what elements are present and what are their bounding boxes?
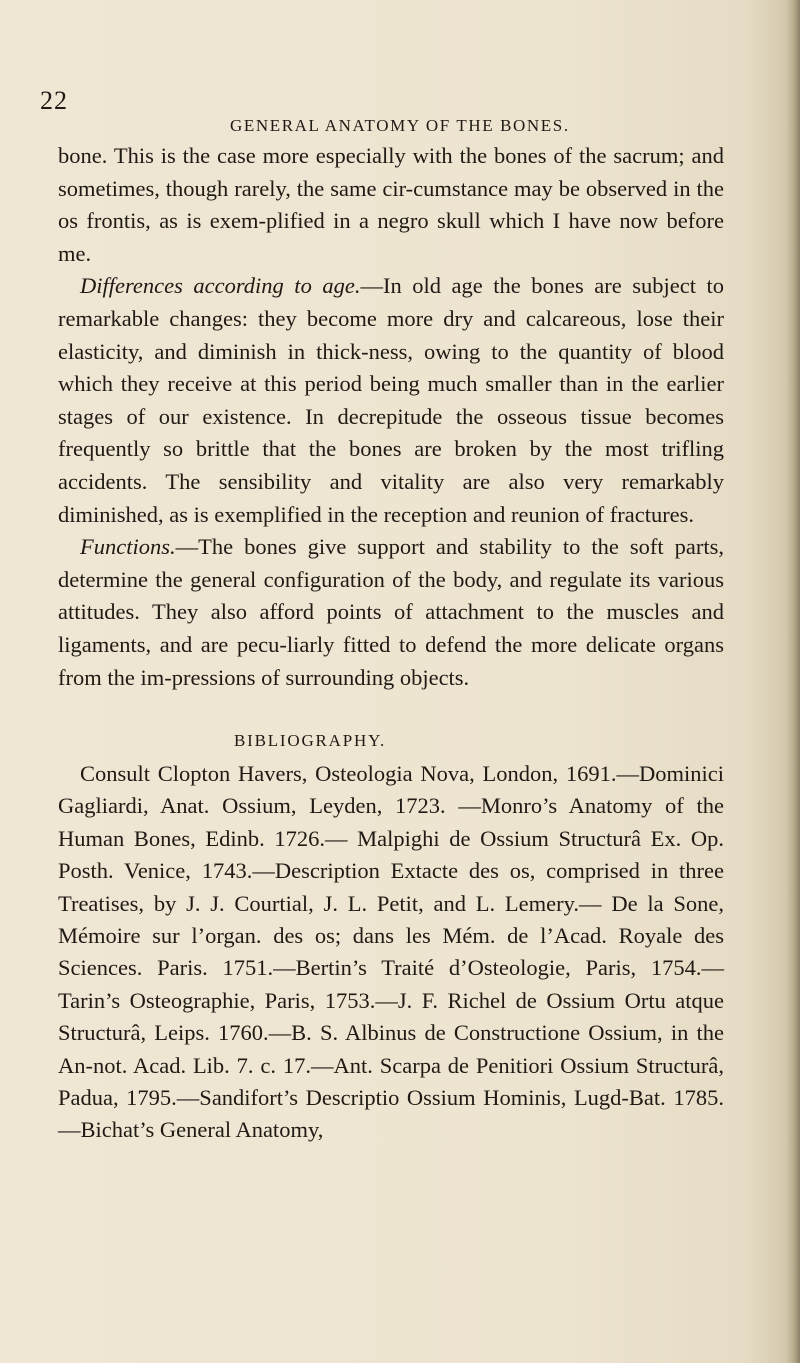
- paragraph-bone: bone. This is the case more especially with the bones of the sacrum; and sometimes, though rarely, the same cir-cumstance may be observed in the os frontis, as is exem-plified in a negro skull which I have now before me.: [58, 143, 724, 266]
- body-text: [58, 140, 724, 694]
- section-heading-functions: Functions.: [80, 534, 176, 560]
- section-heading-differences-age: Differences according to age.: [80, 273, 361, 299]
- paragraph-functions-text: —The bones give support and stability to the soft parts, determine the general configuration of the body, and regulate its various attitudes. They also afford points of attachment to the muscles and ligaments, and are pecu-liarly fitted to defend the more delicate organs from the im-pressions of surrounding objects.: [58, 534, 724, 690]
- paragraph-functions: [58, 531, 724, 694]
- page-edge-shadow: [786, 0, 800, 1363]
- bibliography-text: [58, 758, 724, 1147]
- running-head: GENERAL ANATOMY OF THE BONES.: [230, 116, 570, 135]
- paragraph-differences-age: [58, 270, 724, 531]
- paragraph-differences-age-text: —In old age the bones are subject to remarkable changes: they become more dry and calcareous, lose their elasticity, and diminish in thick-ness, owing to the quantity of blood which they receive at this period being much smaller than in the earlier stages of our existence. In decrepitude the osseous tissue becomes frequently so brittle that the bones are broken by the most trifling accidents. The sensibility and vitality are also very remarkably diminished, as is exemplified in the reception and reunion of fractures.: [58, 273, 724, 527]
- bibliography-heading: BIBLIOGRAPHY.: [234, 731, 387, 750]
- page-number: 22: [40, 86, 68, 115]
- bibliography-entries: Consult Clopton Havers, Osteologia Nova, London, 1691.—Dominici Gagliardi, Anat. Ossium, Leyden, 1723. —Monro’s Anatomy of the Human Bones, Edinb. 1726.— Malpighi de Ossium Structurâ Ex. Op. Posth. Venice, 1743.—Description Extacte des os, comprised in three Treatises, by J. J. Courtial, J. L. Petit, and L. Lemery.— De la Sone, Mémoire sur l’organ. des os; dans les Mém. de l’Acad. Royale des Sciences. Paris. 1751.—Bertin’s Traité d’Osteologie, Paris, 1754.—Tarin’s Osteographie, Paris, 1753.—J. F. Richel de Ossium Ortu atque Structurâ, Leips. 1760.—B. S. Albinus de Constructione Ossium, in the An-not. Acad. Lib. 7. c. 17.—Ant. Scarpa de Penitiori Ossium Structurâ, Padua, 1795.—Sandifort’s Descriptio Ossium Hominis, Lugd-Bat. 1785.—Bichat’s General Anatomy,: [58, 761, 724, 1143]
